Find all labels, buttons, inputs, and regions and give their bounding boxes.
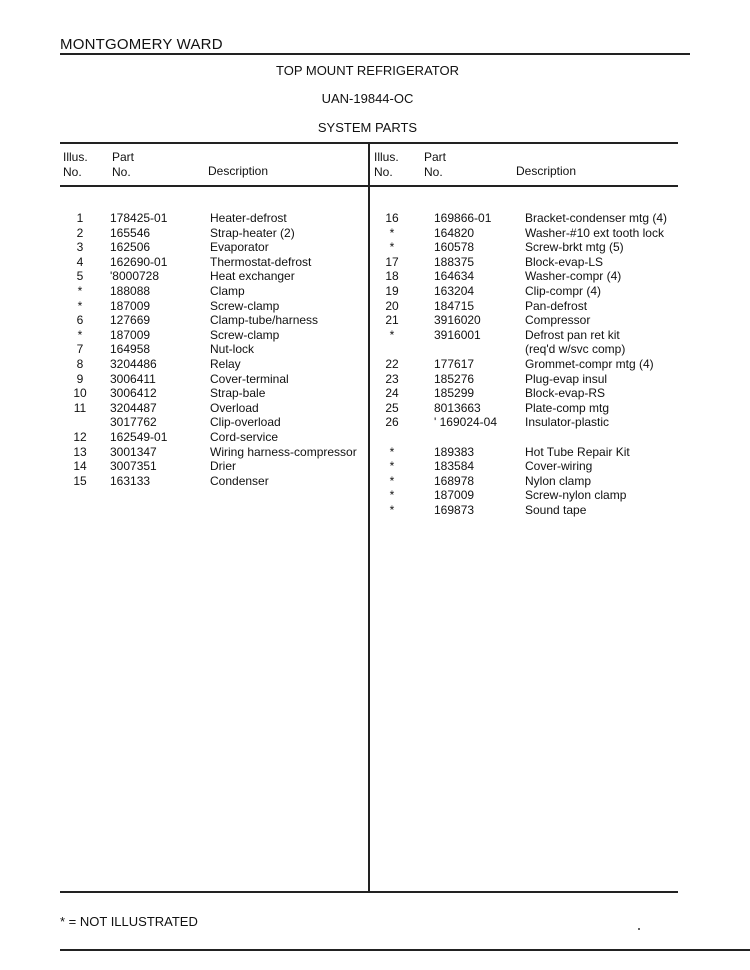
illus-number: * xyxy=(389,502,395,517)
part-description: Block-evap-RS xyxy=(525,386,606,401)
part-number: 165546 xyxy=(110,225,151,240)
part-description: Sound tape xyxy=(525,502,587,517)
part-number: 169873 xyxy=(434,502,475,517)
table-row xyxy=(60,299,366,314)
illus-number: * xyxy=(389,225,395,240)
table-row xyxy=(372,342,678,357)
illus-number: * xyxy=(77,298,83,313)
illus-number: 1 xyxy=(76,211,84,225)
table-row xyxy=(60,240,366,255)
part-description: Heater-defrost xyxy=(210,211,287,225)
part-description: Block-evap-LS xyxy=(525,254,604,269)
illus-number: 11 xyxy=(73,400,87,415)
table-row xyxy=(372,503,678,518)
right-description-header: Description xyxy=(516,164,577,178)
illus-number: 12 xyxy=(73,429,87,444)
no-label: No. xyxy=(424,165,443,179)
table-row xyxy=(60,211,366,226)
part-description: Cover-wiring xyxy=(525,459,593,474)
part-description: Insulator-plastic xyxy=(525,415,610,430)
part-label: Part xyxy=(112,150,135,164)
no-label: No. xyxy=(112,165,131,179)
table-row xyxy=(372,386,678,401)
part-description: Hot Tube Repair Kit xyxy=(525,444,630,459)
illus-number: 17 xyxy=(385,254,399,269)
part-number: 3204487 xyxy=(110,400,157,415)
table-row xyxy=(60,313,366,328)
part-number: ' 169024-04 xyxy=(434,415,498,430)
part-number: '8000728 xyxy=(110,269,160,284)
illus-number: 14 xyxy=(73,459,87,474)
illus-number: 16 xyxy=(385,211,399,225)
part-number: 188375 xyxy=(434,254,475,269)
illus-number: 25 xyxy=(385,400,399,415)
page-bottom-rule xyxy=(60,949,750,951)
part-description: Washer-#10 ext tooth lock xyxy=(525,225,664,240)
part-number: 3017762 xyxy=(110,415,157,430)
part-number: 187009 xyxy=(110,327,151,342)
part-number: 168978 xyxy=(434,473,475,488)
table-row xyxy=(60,328,366,343)
part-number: 162549-01 xyxy=(110,429,168,444)
part-description: Screw-clamp xyxy=(210,298,280,313)
table-row xyxy=(60,459,366,474)
part-number: 162506 xyxy=(110,240,151,255)
table-row xyxy=(60,430,366,445)
part-number: 169866-01 xyxy=(434,211,492,225)
table-row xyxy=(372,240,678,255)
table-row xyxy=(372,459,678,474)
model-number: UAN-19844-OC xyxy=(321,91,414,106)
part-description: Relay xyxy=(210,356,241,371)
part-number: 3006411 xyxy=(110,371,156,386)
table-row xyxy=(372,488,678,503)
illus-number: * xyxy=(389,488,395,503)
illus-number: * xyxy=(389,240,395,255)
illus-number: 18 xyxy=(385,269,399,284)
part-description: Heat exchanger xyxy=(210,269,295,284)
scan-speck xyxy=(638,928,640,930)
part-number: 3006412 xyxy=(110,386,157,401)
part-description: Compressor xyxy=(525,313,591,328)
part-number: 185299 xyxy=(434,386,475,401)
table-row xyxy=(372,401,678,416)
top-rule xyxy=(60,53,690,55)
part-description: Plate-comp mtg xyxy=(525,400,610,415)
part-number: 184715 xyxy=(434,298,475,313)
table-row xyxy=(60,342,366,357)
illus-number: 9 xyxy=(76,371,84,386)
illus-label: Illus. xyxy=(63,150,88,164)
table-row xyxy=(60,445,366,460)
illus-number: 15 xyxy=(73,473,87,488)
table-row xyxy=(372,255,678,270)
part-description: Nylon clamp xyxy=(525,473,592,488)
right-part-header xyxy=(424,150,446,180)
part-description: Nut-lock xyxy=(210,342,255,357)
right-parts-list xyxy=(372,211,678,517)
part-description: Cord-service xyxy=(210,429,279,444)
section-title: SYSTEM PARTS xyxy=(317,120,418,135)
part-description: Overload xyxy=(210,400,259,415)
illus-number: 7 xyxy=(76,342,84,357)
table-row xyxy=(60,269,366,284)
table-row xyxy=(372,372,678,387)
table-row xyxy=(60,255,366,270)
table-row xyxy=(60,415,366,430)
part-description: Clamp-tube/harness xyxy=(210,313,319,328)
illus-number: 26 xyxy=(385,415,399,430)
part-number: 185276 xyxy=(434,371,475,386)
part-number: 127669 xyxy=(110,313,151,328)
part-description: Screw-brkt mtg (5) xyxy=(525,240,624,255)
no-label: No. xyxy=(374,165,393,179)
illus-number: 21 xyxy=(385,313,399,328)
illus-number: 6 xyxy=(76,313,84,328)
part-description: (req'd w/svc comp) xyxy=(525,342,626,357)
part-number: 3916001 xyxy=(434,327,481,342)
part-description: Grommet-compr mtg (4) xyxy=(525,356,654,371)
illus-number: 23 xyxy=(385,371,399,386)
left-part-header xyxy=(112,150,134,180)
footnote: * = NOT ILLUSTRATED xyxy=(60,914,198,929)
illus-number: * xyxy=(389,473,395,488)
illus-number: 24 xyxy=(385,386,399,401)
illus-number: 13 xyxy=(73,444,87,459)
table-row xyxy=(372,299,678,314)
table-row xyxy=(372,474,678,489)
part-number: 3204486 xyxy=(110,356,157,371)
part-description: Clip-compr (4) xyxy=(525,283,602,298)
table-row xyxy=(60,401,366,416)
table-row xyxy=(372,430,678,445)
part-number: 183584 xyxy=(434,459,475,474)
part-number: 163133 xyxy=(110,473,151,488)
part-number: 163204 xyxy=(434,283,475,298)
table-row xyxy=(372,226,678,241)
part-description: Evaporator xyxy=(210,240,269,255)
illus-number: * xyxy=(77,283,83,298)
illus-number: 2 xyxy=(76,225,84,240)
illus-number: * xyxy=(77,327,83,342)
part-description: Pan-defrost xyxy=(525,298,588,313)
part-description: Strap-bale xyxy=(210,386,266,401)
part-description: Washer-compr (4) xyxy=(525,269,622,284)
illus-number: 22 xyxy=(385,356,399,371)
part-number: 164634 xyxy=(434,269,475,284)
illus-number: 4 xyxy=(76,254,84,269)
part-number: 8013663 xyxy=(434,400,481,415)
part-description: Cover-terminal xyxy=(210,371,289,386)
part-description: Clip-overload xyxy=(210,415,281,430)
table-row xyxy=(372,357,678,372)
table-row xyxy=(372,445,678,460)
part-number: 164820 xyxy=(434,225,475,240)
illus-number: * xyxy=(389,459,395,474)
table-row xyxy=(372,415,678,430)
part-description: Condenser xyxy=(210,473,269,488)
table-row xyxy=(372,328,678,343)
table-row xyxy=(372,269,678,284)
part-number: 188088 xyxy=(110,283,151,298)
table-row xyxy=(372,211,678,226)
part-number: 189383 xyxy=(434,444,475,459)
part-number: 177617 xyxy=(434,356,475,371)
table-row xyxy=(60,357,366,372)
part-description: Clamp xyxy=(210,283,245,298)
part-number: 3007351 xyxy=(110,459,157,474)
illus-label: Illus. xyxy=(374,150,399,164)
part-number: 187009 xyxy=(110,298,151,313)
part-description: Drier xyxy=(210,459,236,474)
illus-number: 10 xyxy=(73,386,87,401)
illus-number: 19 xyxy=(385,283,399,298)
table-row xyxy=(372,284,678,299)
illus-number: * xyxy=(389,444,395,459)
right-illus-header xyxy=(374,150,399,180)
part-description: Thermostat-defrost xyxy=(210,254,312,269)
table-row xyxy=(60,226,366,241)
part-description: Screw-nylon clamp xyxy=(525,488,627,503)
table-row xyxy=(60,284,366,299)
part-description: Wiring harness-compressor xyxy=(210,444,357,459)
illus-number: * xyxy=(389,327,395,342)
part-number: 3916020 xyxy=(434,313,481,328)
part-number: 160578 xyxy=(434,240,475,255)
part-number: 164958 xyxy=(110,342,151,357)
left-parts-list xyxy=(60,211,366,488)
illus-number: 5 xyxy=(76,269,84,284)
illus-number: 20 xyxy=(385,298,399,313)
bottom-rule xyxy=(60,891,678,893)
document-title: TOP MOUNT REFRIGERATOR xyxy=(276,63,459,78)
no-label: No. xyxy=(63,165,82,179)
part-description: Screw-clamp xyxy=(210,327,280,342)
part-description: Defrost pan ret kit xyxy=(525,327,620,342)
left-illus-header xyxy=(63,150,88,180)
part-number: 3001347 xyxy=(110,444,157,459)
illus-number: 3 xyxy=(76,240,84,255)
table-row xyxy=(372,313,678,328)
table-row xyxy=(60,474,366,489)
part-number: 187009 xyxy=(434,488,475,503)
part-description: Bracket-condenser mtg (4) xyxy=(525,211,668,225)
part-description: Plug-evap insul xyxy=(525,371,608,386)
left-description-header: Description xyxy=(208,164,269,178)
column-divider xyxy=(368,142,370,891)
table-row xyxy=(60,386,366,401)
part-number: 178425-01 xyxy=(110,211,168,225)
table-row xyxy=(60,372,366,387)
illus-number: 8 xyxy=(76,356,84,371)
part-label: Part xyxy=(424,150,447,164)
part-description: Strap-heater (2) xyxy=(210,225,295,240)
brand-name: MONTGOMERY WARD xyxy=(60,36,223,53)
part-number: 162690-01 xyxy=(110,254,168,269)
